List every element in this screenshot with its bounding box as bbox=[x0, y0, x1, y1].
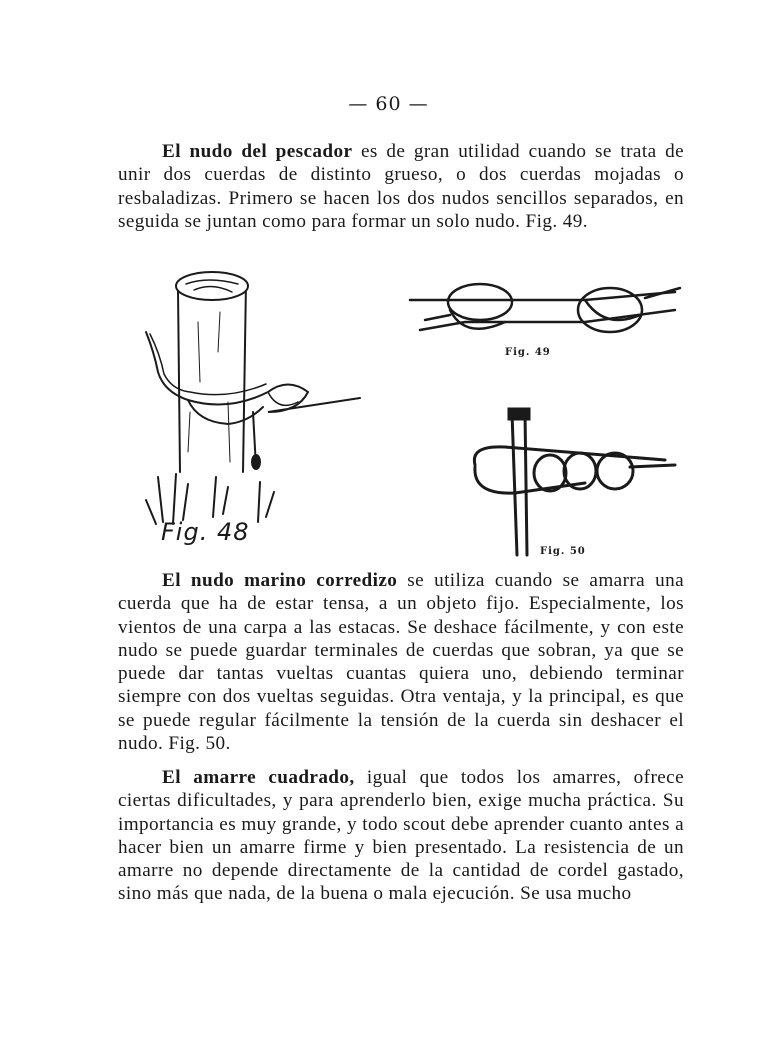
paragraph-fisherman-knot bbox=[118, 140, 684, 233]
figure-48-caption: Fig. 48 bbox=[161, 518, 250, 546]
figure-49-caption: Fig. 49 bbox=[505, 347, 551, 358]
figure-50-caption: Fig. 50 bbox=[540, 546, 586, 557]
figure-50-rolling-hitch-illustration bbox=[465, 405, 685, 565]
paragraph-square-lashing bbox=[118, 766, 684, 906]
page-number: — 60 — bbox=[348, 93, 429, 115]
paragraph-lead: El amarre cuadrado, bbox=[162, 767, 355, 788]
paragraph-body: es de gran utilidad cuando se trata de unir dos cuerdas de distinto grueso, o dos cuerdas mojadas o resbaladizas. Primero se hacen los dos nudos sencillos separados, en seguida se juntan como para formar un solo nudo. Fig. 49. bbox=[118, 141, 684, 232]
paragraph-body: se utiliza cuando se amarra una cuerda que ha de estar tensa, a un objeto fijo. Especialmente, los vientos de una carpa a las estacas. Se deshace fácilmente, y con este nudo se puede guardar terminales de cuerdas que sobran, ya que se puede dar tantas vueltas cuantas quiera uno, debiendo terminar siempre con dos vueltas seguidas. Otra ventaja, y la principal, es que se puede regular fácilmente la tensión de la cuerda sin deshacer el nudo. Fig. 50. bbox=[118, 570, 684, 755]
paragraph-body: igual que todos los amarres, ofrece ciertas dificultades, y para aprenderlo bien, exige mucha práctica. Su importancia es muy grande, y todo scout debe aprender cuanto antes a hacer bien un amarre firme y bien presentado. La resistencia de un amarre no depende directamente de la cantidad de cordel gastado, sino más que nada, de la buena o mala ejecución. Se usa mucho bbox=[118, 767, 684, 905]
figure-48-post-knot-illustration bbox=[128, 262, 368, 552]
paragraph-rolling-hitch bbox=[118, 569, 684, 755]
paragraph-lead: El nudo marino corredizo bbox=[162, 570, 398, 591]
paragraph-lead: El nudo del pescador bbox=[162, 141, 353, 162]
